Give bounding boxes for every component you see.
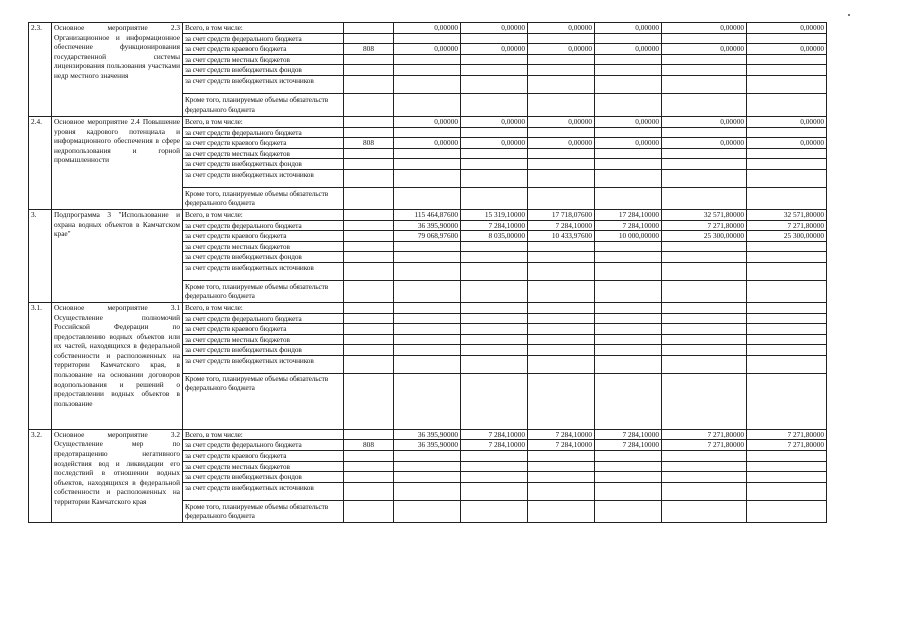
value-cell: 36 395,90000 <box>394 220 461 231</box>
source-label: за счет средств федерального бюджета <box>183 313 344 324</box>
value-cell: 7 284,10000 <box>528 429 595 440</box>
code-cell <box>344 23 394 34</box>
code-cell: 808 <box>344 440 394 451</box>
measure-name: Основное мероприятие 3.2 Осуществление мер по предотвращению негативного воздействия вод и ликвидации его последствий в отношении водных объектов, находящихся в федеральной собственности и расположенных на территории Камчатского края <box>52 429 183 522</box>
value-cell: 7 271,80000 <box>747 440 827 451</box>
value-cell: 7 271,80000 <box>747 429 827 440</box>
source-label: за счет средств краевого бюджета <box>183 324 344 335</box>
source-label: за счет средств краевого бюджета <box>183 231 344 242</box>
budget-table <box>28 22 827 523</box>
note-label: Кроме того, планируемые объемы обязательств федерального бюджета <box>183 500 344 522</box>
value-cell: 0,00000 <box>394 44 461 55</box>
value-cell: 25 300,00000 <box>662 231 747 242</box>
source-label: за счет средств местных бюджетов <box>183 461 344 472</box>
source-label: Всего, в том числе: <box>183 209 344 220</box>
value-cell: 0,00000 <box>747 138 827 149</box>
row-number: 3. <box>29 209 52 302</box>
table-row <box>29 302 827 313</box>
value-cell: 0,00000 <box>747 116 827 127</box>
value-cell: 15 319,10000 <box>461 209 528 220</box>
row-number: 3.1. <box>29 302 52 429</box>
source-label: за счет средств внебюджетных фондов <box>183 65 344 76</box>
value-cell: 115 464,87600 <box>394 209 461 220</box>
source-label: за счет средств федерального бюджета <box>183 33 344 44</box>
value-cell: 7 271,80000 <box>662 220 747 231</box>
value-cell: 0,00000 <box>662 116 747 127</box>
value-cell: 10 433,97600 <box>528 231 595 242</box>
table-row <box>29 23 827 34</box>
value-cell: 0,00000 <box>394 23 461 34</box>
value-cell: 0,00000 <box>461 23 528 34</box>
source-label: Всего, в том числе: <box>183 429 344 440</box>
source-label: Всего, в том числе: <box>183 116 344 127</box>
measure-name: Основное мероприятие 2.3 Организационное и информационное обеспечение функционирования государственной системы лицензирования пользования участками недр местного значения <box>52 23 183 117</box>
source-label: за счет средств внебюджетных источников <box>183 169 344 187</box>
value-cell: 7 284,10000 <box>461 220 528 231</box>
value-cell: 7 284,10000 <box>595 429 662 440</box>
value-cell: 7 284,10000 <box>595 440 662 451</box>
subprogram-name: Подпрограмма 3 "Использование и охрана водных объектов в Камчатском крае" <box>52 209 183 302</box>
value-cell: 0,00000 <box>747 44 827 55</box>
value-cell: 0,00000 <box>595 23 662 34</box>
code-cell <box>344 116 394 127</box>
value-cell: 7 271,80000 <box>747 220 827 231</box>
value-cell: 7 284,10000 <box>528 220 595 231</box>
source-label: за счет средств внебюджетных источников <box>183 482 344 500</box>
measure-name: Основное мероприятие 3.1 Осуществление полномочий Российской Федерации по предоставлению водных объектов или их частей, находящихся в федеральной собственности и расположенных на территории Камчатского края, в пользование на основании договоров водопользования и решений о предоставлении водных объектов в пользование <box>52 302 183 429</box>
source-label: за счет средств федерального бюджета <box>183 220 344 231</box>
source-label: за счет средств местных бюджетов <box>183 54 344 65</box>
value-cell: 0,00000 <box>461 116 528 127</box>
value-cell: 0,00000 <box>595 44 662 55</box>
value-cell: 0,00000 <box>394 138 461 149</box>
row-number: 2.4. <box>29 116 52 209</box>
source-label: за счет средств краевого бюджета <box>183 138 344 149</box>
source-label: за счет средств краевого бюджета <box>183 451 344 462</box>
source-label: за счет средств внебюджетных источников <box>183 355 344 373</box>
source-label: за счет средств местных бюджетов <box>183 148 344 159</box>
value-cell: 25 300,00000 <box>747 231 827 242</box>
code-cell: 808 <box>344 44 394 55</box>
note-label: Кроме того, планируемые объемы обязательств федерального бюджета <box>183 93 344 116</box>
code-cell <box>344 231 394 242</box>
row-number: 3.2. <box>29 429 52 522</box>
value-cell: 0,00000 <box>528 116 595 127</box>
value-cell: 36 395,90000 <box>394 440 461 451</box>
page-mark <box>848 14 850 16</box>
source-label: за счет средств внебюджетных фондов <box>183 345 344 356</box>
value-cell: 0,00000 <box>662 138 747 149</box>
value-cell: 32 571,80000 <box>662 209 747 220</box>
note-label: Кроме того, планируемые объемы обязательств федерального бюджета <box>183 280 344 302</box>
source-label: Всего, в том числе: <box>183 23 344 34</box>
source-label: за счет средств федерального бюджета <box>183 127 344 138</box>
source-label: за счет средств внебюджетных источников <box>183 262 344 280</box>
value-cell: 17 284,10000 <box>595 209 662 220</box>
value-cell: 17 718,07600 <box>528 209 595 220</box>
value-cell: 7 271,80000 <box>662 440 747 451</box>
value-cell: 0,00000 <box>595 116 662 127</box>
value-cell: 0,00000 <box>461 138 528 149</box>
code-cell <box>344 429 394 440</box>
value-cell: 0,00000 <box>528 138 595 149</box>
value-cell: 79 068,97600 <box>394 231 461 242</box>
value-cell: 7 284,10000 <box>528 440 595 451</box>
source-label: за счет средств местных бюджетов <box>183 334 344 345</box>
value-cell: 32 571,80000 <box>747 209 827 220</box>
code-cell: 808 <box>344 138 394 149</box>
row-number: 2.3. <box>29 23 52 117</box>
source-label: за счет средств федерального бюджета <box>183 440 344 451</box>
value-cell: 7 284,10000 <box>595 220 662 231</box>
source-label: за счет средств внебюджетных фондов <box>183 159 344 170</box>
note-label: Кроме того, планируемые объемы обязательств федерального бюджета <box>183 187 344 209</box>
table-row <box>29 209 827 220</box>
table-row <box>29 429 827 440</box>
value-cell: 0,00000 <box>528 44 595 55</box>
note-label: Кроме того, планируемые объемы обязательств федерального бюджета <box>183 373 344 429</box>
code-cell <box>344 220 394 231</box>
value-cell: 7 284,10000 <box>461 429 528 440</box>
value-cell: 36 395,90000 <box>394 429 461 440</box>
source-label: Всего, в том числе: <box>183 302 344 313</box>
source-label: за счет средств внебюджетных фондов <box>183 472 344 483</box>
value-cell: 0,00000 <box>662 44 747 55</box>
value-cell: 0,00000 <box>528 23 595 34</box>
value-cell: 8 035,00000 <box>461 231 528 242</box>
value-cell: 0,00000 <box>662 23 747 34</box>
table-row <box>29 116 827 127</box>
value-cell: 0,00000 <box>461 44 528 55</box>
value-cell: 0,00000 <box>747 23 827 34</box>
source-label: за счет средств краевого бюджета <box>183 44 344 55</box>
value-cell: 7 271,80000 <box>662 429 747 440</box>
measure-name: Основное мероприятие 2.4 Повышение уровня кадрового потенциала и информационного обеспечения в сфере недропользования и горной промышленности <box>52 116 183 209</box>
source-label: за счет средств внебюджетных источников <box>183 75 344 93</box>
value-cell: 0,00000 <box>394 116 461 127</box>
value-cell: 10 000,00000 <box>595 231 662 242</box>
code-cell <box>344 209 394 220</box>
value-cell: 0,00000 <box>595 138 662 149</box>
source-label: за счет средств внебюджетных фондов <box>183 252 344 263</box>
value-cell: 7 284,10000 <box>461 440 528 451</box>
source-label: за счет средств местных бюджетов <box>183 241 344 252</box>
